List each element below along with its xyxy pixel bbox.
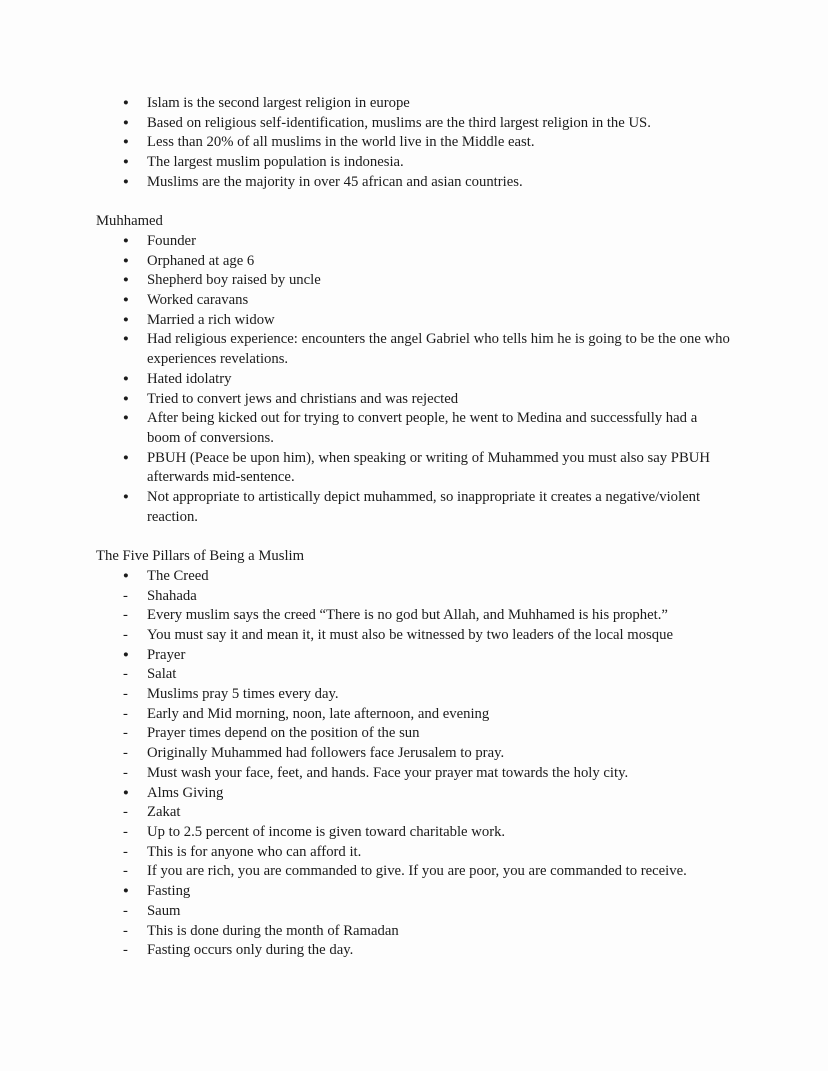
bullet-item: [96, 232, 731, 252]
dash-marker: -: [123, 587, 128, 604]
list-item-text: Had religious experience: encounters the angel Gabriel who tells him he is going to be the one who experiences revelations.: [147, 331, 730, 368]
bullet-marker: ●: [123, 373, 129, 384]
list-item-text: The Creed: [147, 567, 209, 584]
list-item-text: Married a rich widow: [147, 311, 275, 328]
dash-item: [96, 606, 731, 626]
bullet-marker: ●: [123, 117, 129, 128]
bullet-item: [96, 390, 731, 410]
list-item-text: You must say it and mean it, it must also be witnessed by two leaders of the local mosque: [147, 626, 673, 643]
list-item-text: Salat: [147, 666, 177, 683]
list-item-text: Saum: [147, 902, 181, 919]
bullet-item: [96, 114, 731, 134]
dash-marker: -: [123, 922, 128, 939]
bullet-marker: ●: [123, 235, 129, 246]
bullet-item: [96, 370, 731, 390]
bullet-item: [96, 311, 731, 331]
list-item-text: Less than 20% of all muslims in the world live in the Middle east.: [147, 134, 535, 151]
dash-item: [96, 843, 731, 863]
dash-item: [96, 587, 731, 607]
dash-marker: -: [123, 902, 128, 919]
bullet-marker: ●: [123, 157, 129, 168]
dash-marker: -: [123, 804, 128, 821]
dash-marker: -: [123, 725, 128, 742]
dash-item: [96, 862, 731, 882]
bullet-item: [96, 409, 731, 448]
list-item-text: This is done during the month of Ramadan: [147, 922, 399, 939]
dash-marker: -: [123, 686, 128, 703]
dash-item: [96, 626, 731, 646]
bullet-marker: ●: [123, 886, 129, 897]
dash-marker: -: [123, 823, 128, 840]
bullet-marker: ●: [123, 98, 129, 108]
list-item-text: Orphaned at age 6: [147, 252, 255, 269]
bullet-item: [96, 449, 731, 488]
dash-item: [96, 922, 731, 942]
bullet-marker: ●: [123, 649, 129, 660]
dash-item: [96, 902, 731, 922]
list-item-text: This is for anyone who can afford it.: [147, 843, 362, 860]
bullet-marker: ●: [123, 334, 129, 345]
list-item-text: Shahada: [147, 587, 197, 604]
dash-marker: -: [123, 705, 128, 722]
list-item-text: Must wash your face, feet, and hands. Face your prayer mat towards the holy city.: [147, 764, 629, 781]
bullet-marker: ●: [123, 137, 129, 148]
bullet-marker: ●: [123, 295, 129, 306]
dash-item: [96, 823, 731, 843]
dash-marker: -: [123, 863, 128, 880]
blank-line: [96, 527, 731, 547]
list-item-text: Originally Muhammed had followers face Jerusalem to pray.: [147, 745, 505, 762]
heading-text: Muhhamed: [96, 213, 163, 230]
list-item-text: Muslims pray 5 times every day.: [147, 686, 339, 703]
list-item-text: Fasting: [147, 883, 191, 900]
list-item-text: Muslims are the majority in over 45 african and asian countries.: [147, 173, 523, 190]
list-item-text: Founder: [147, 232, 196, 249]
list-item-text: The largest muslim population is indonesia.: [147, 154, 404, 171]
bullet-item: [96, 488, 731, 527]
list-item-text: Zakat: [147, 804, 181, 821]
list-item-text: Based on religious self-identification, muslims are the third largest religion in the US.: [147, 114, 651, 131]
list-item-text: Tried to convert jews and christians and was rejected: [147, 390, 459, 407]
list-item-text: If you are rich, you are commanded to give. If you are poor, you are commanded to receive.: [147, 863, 687, 880]
list-item-text: Worked caravans: [147, 292, 249, 309]
bullet-marker: ●: [123, 452, 129, 463]
bullet-item: [96, 784, 731, 804]
dash-marker: -: [123, 666, 128, 683]
list-item-text: Not appropriate to artistically depict muhammed, so inappropriate it creates a negative/violent reaction.: [147, 489, 701, 525]
bullet-item: [96, 330, 731, 369]
list-item-text: Every muslim says the creed “There is no god but Allah, and Muhhamed is his prophet.”: [147, 607, 668, 624]
list-item-text: Prayer times depend on the position of the sun: [147, 725, 420, 742]
list-item-text: PBUH (Peace be upon him), when speaking or writing of Muhammed you must also say PBUH afterwards mid-sentence.: [147, 449, 710, 486]
dash-item: [96, 803, 731, 823]
list-item-text: Fasting occurs only during the day.: [147, 942, 354, 959]
bullet-item: [96, 882, 731, 902]
bullet-marker: ●: [123, 413, 129, 424]
bullet-item: [96, 291, 731, 311]
bullet-item: [96, 567, 731, 587]
list-item-text: After being kicked out for trying to convert people, he went to Medina and successfully had a boom of conversions.: [147, 410, 698, 446]
dash-marker: -: [123, 843, 128, 860]
bullet-marker: ●: [123, 492, 129, 503]
bullet-item: [96, 646, 731, 666]
list-item-text: Hated idolatry: [147, 370, 232, 387]
dash-marker: -: [123, 745, 128, 762]
dash-item: [96, 724, 731, 744]
heading-text: The Five Pillars of Being a Muslim: [96, 548, 305, 565]
list-item-text: Up to 2.5 percent of income is given toward charitable work.: [147, 823, 506, 840]
section-heading: [96, 547, 731, 567]
list-item-text: Islam is the second largest religion in europe: [147, 95, 410, 111]
dash-marker: -: [123, 764, 128, 781]
bullet-marker: ●: [123, 275, 129, 286]
bullet-item: [96, 94, 731, 114]
bullet-item: [96, 271, 731, 291]
dash-item: [96, 764, 731, 784]
bullet-marker: ●: [123, 314, 129, 325]
dash-item: [96, 744, 731, 764]
bullet-marker: ●: [123, 255, 129, 266]
list-item-text: Alms Giving: [147, 784, 224, 801]
bullet-item: [96, 133, 731, 153]
list-item-text: Prayer: [147, 646, 186, 663]
bullet-marker: ●: [123, 570, 129, 581]
list-item-text: Shepherd boy raised by uncle: [147, 272, 321, 289]
dash-marker: -: [123, 626, 128, 643]
dash-marker: -: [123, 607, 128, 624]
bullet-marker: ●: [123, 393, 129, 404]
dash-marker: -: [123, 942, 128, 959]
bullet-item: [96, 252, 731, 272]
bullet-marker: ●: [123, 176, 129, 187]
bullet-item: [96, 173, 731, 193]
bullet-item: [96, 153, 731, 173]
dash-item: [96, 685, 731, 705]
dash-item: [96, 665, 731, 685]
bullet-marker: ●: [123, 787, 129, 798]
list-item-text: Early and Mid morning, noon, late afternoon, and evening: [147, 705, 490, 722]
dash-item: [96, 705, 731, 725]
dash-item: [96, 941, 731, 961]
section-heading: [96, 212, 731, 232]
blank-line: [96, 193, 731, 213]
